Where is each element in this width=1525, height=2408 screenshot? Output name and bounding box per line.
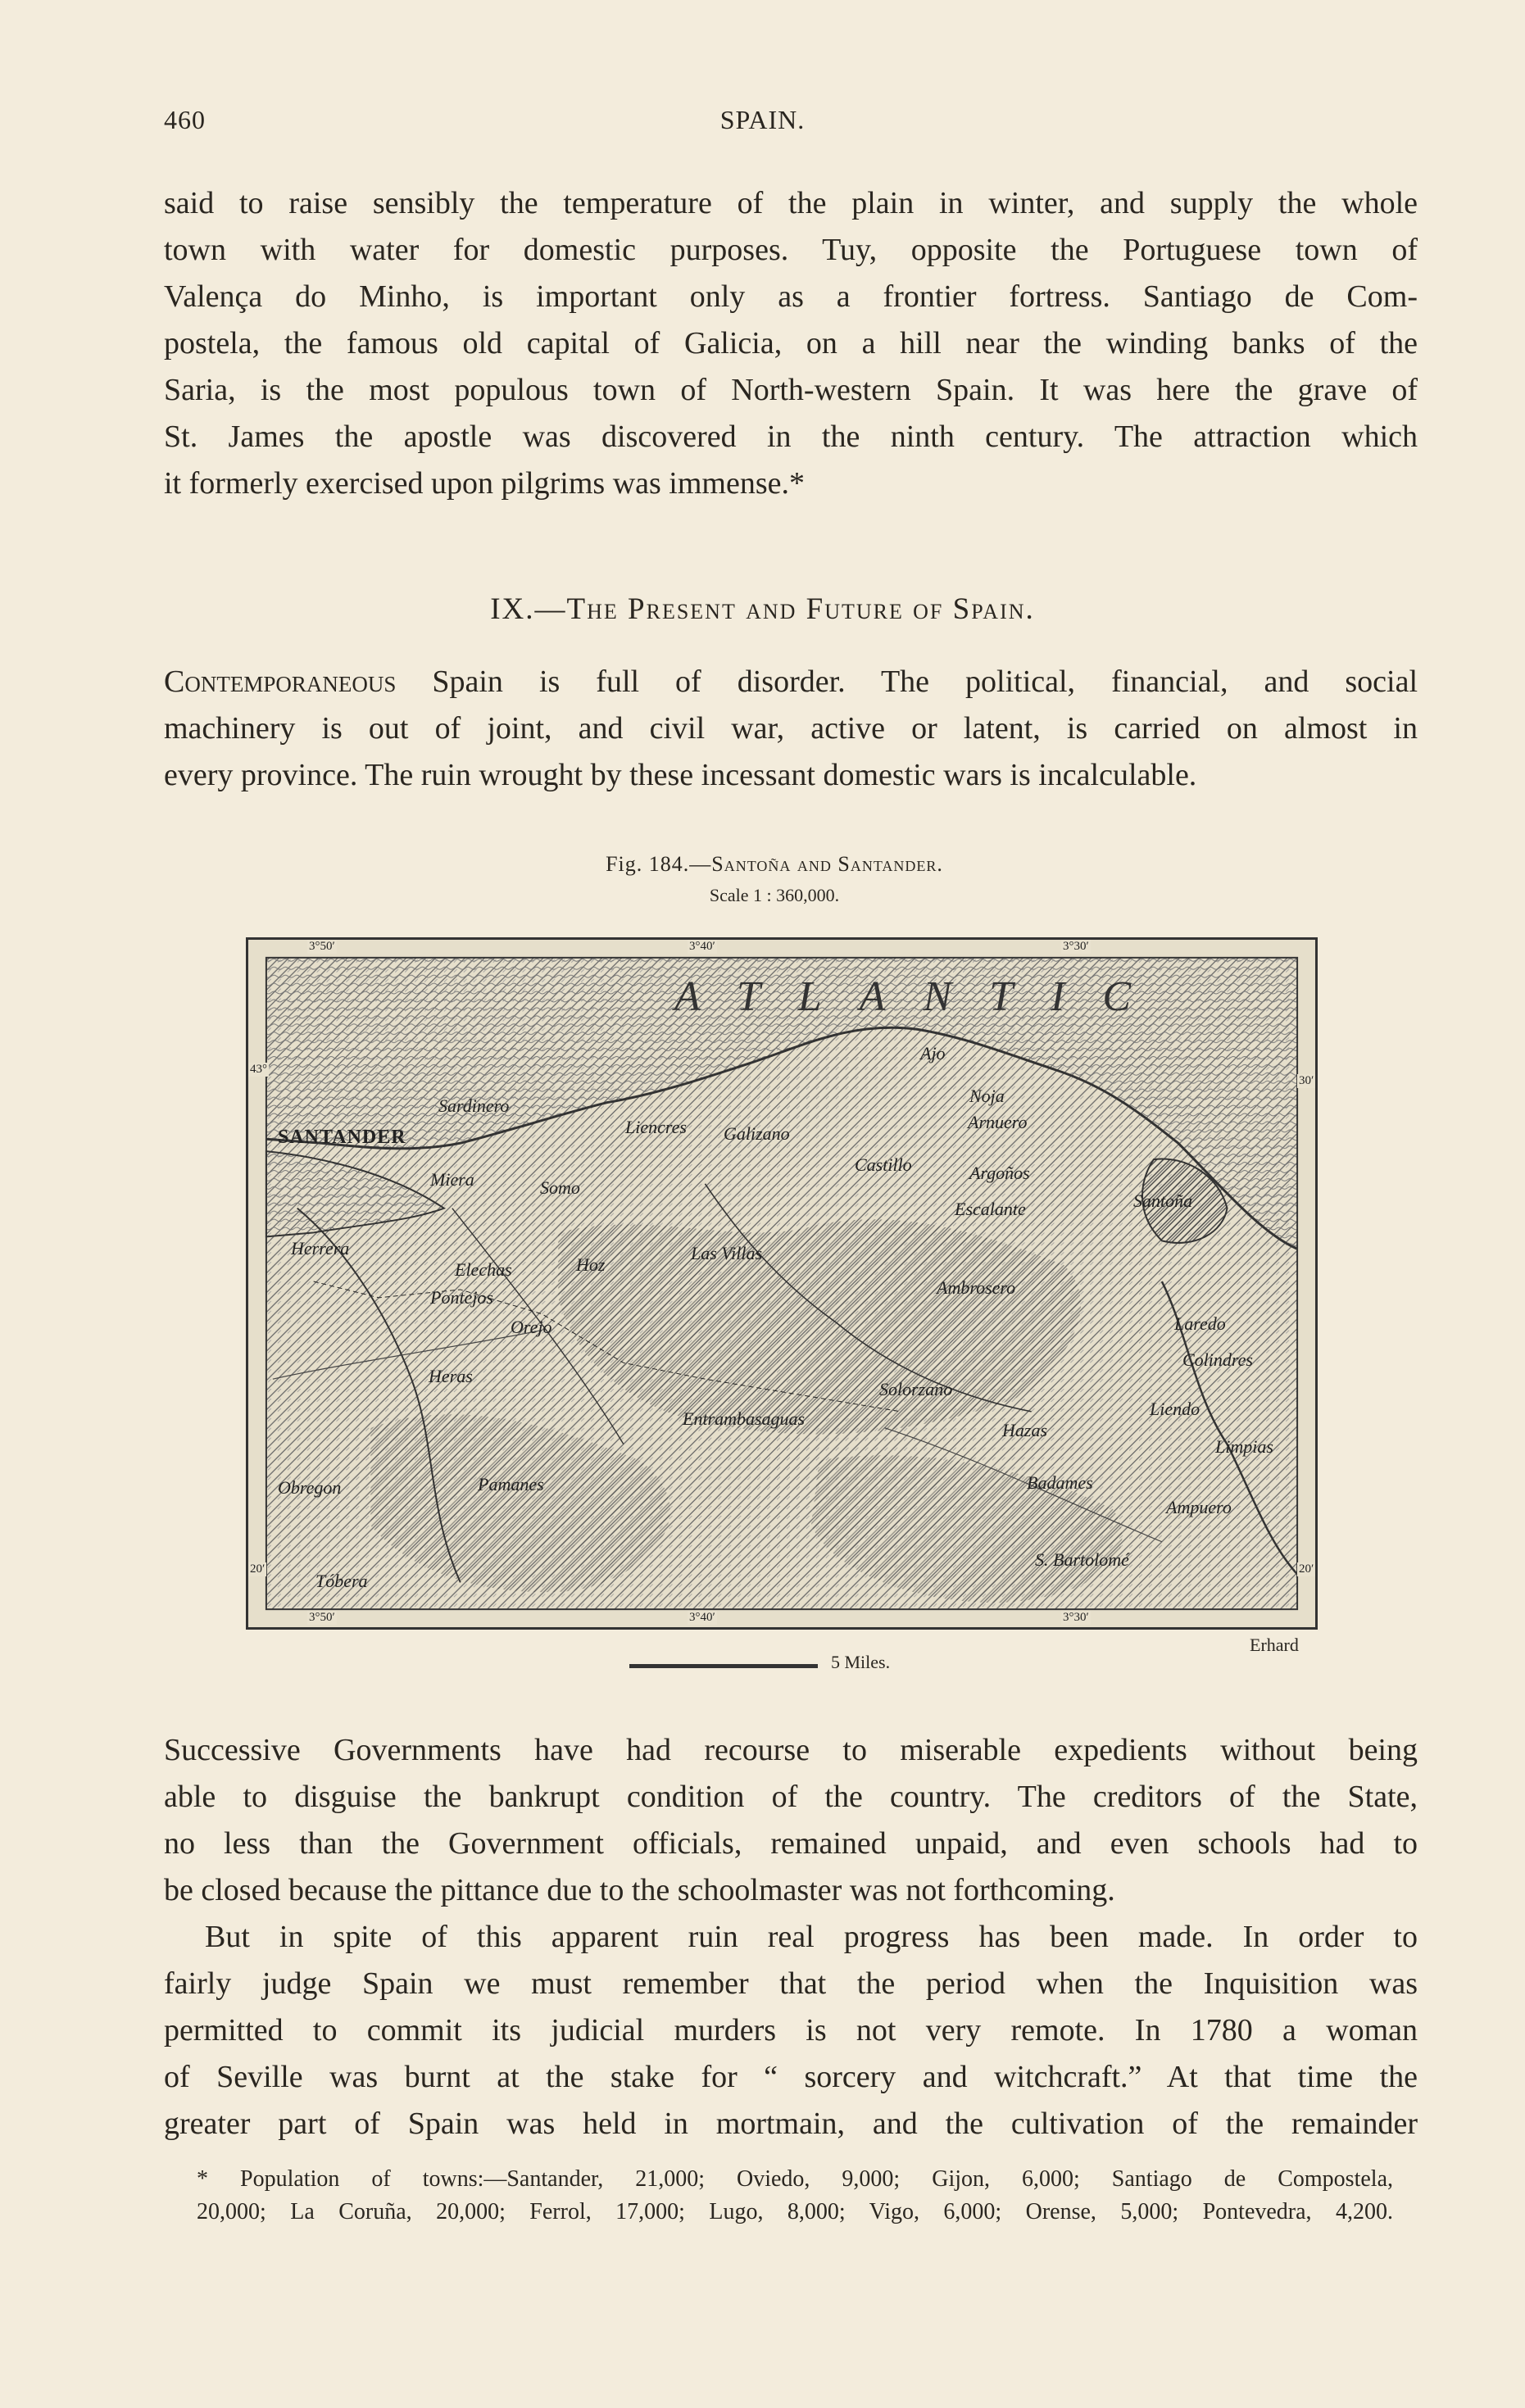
- place-label: Colindres: [1182, 1349, 1253, 1370]
- text-line: every province. The ruin wrought by these incessant domestic wars is incalculable.: [164, 758, 1197, 792]
- place-label: Ambrosero: [937, 1277, 1016, 1298]
- lead-word: Contemporaneous: [164, 664, 397, 699]
- place-label: Limpias: [1215, 1436, 1273, 1457]
- place-label: Hazas: [1002, 1420, 1048, 1440]
- longitude-label: 3°30′: [1063, 1611, 1089, 1624]
- place-label: S. Bartolomé: [1035, 1549, 1129, 1570]
- text-line: town with water for domestic purposes. Tuy, opposite the Portuguese town of: [164, 233, 1418, 267]
- longitude-label: 3°40′: [689, 940, 715, 953]
- place-label: Miera: [430, 1169, 474, 1190]
- text-line: postela, the famous old capital of Galicia, on a hill near the winding banks of the: [164, 326, 1418, 361]
- longitude-label: 3°40′: [689, 1611, 715, 1624]
- running-title: SPAIN.: [719, 105, 806, 134]
- section-title: The Present and Future of Spain.: [566, 592, 1035, 626]
- text-line: machinery is out of joint, and civil war, active or latent, is carried on almost in: [164, 711, 1418, 746]
- latitude-label: 30′: [1299, 1074, 1314, 1087]
- longitude-label: 3°50′: [309, 1611, 335, 1624]
- text-line: [164, 659, 1418, 705]
- section-paragraph: [164, 659, 1418, 799]
- place-label: Noja: [969, 1086, 1005, 1106]
- figure-label: Fig. 184.—: [606, 852, 712, 876]
- text-line: fairly judge Spain we must remember that the period when the Inquisition was: [164, 1966, 1418, 2001]
- place-santander: SANTANDER: [278, 1127, 406, 1148]
- scale-bar-label: 5 Miles.: [831, 1652, 891, 1672]
- body-paragraph: [164, 1727, 1418, 1914]
- place-label: Tóbera: [315, 1571, 368, 1591]
- latitude-label: 20′: [1299, 1562, 1314, 1576]
- longitude-label: 3°50′: [309, 940, 335, 953]
- text-line: be closed because the pittance due to the schoolmaster was not forthcoming.: [164, 1873, 1115, 1907]
- sea-label: ATLANTIC: [674, 973, 1169, 1020]
- text-line: Saria, is the most populous town of North-western Spain. It was here the grave of: [164, 373, 1418, 407]
- footnote-line: * Population of towns:—Santander, 21,000; Oviedo, 9,000; Gijon, 6,000; Santiago de Compostela,: [197, 2166, 1393, 2192]
- place-label: Badames: [1027, 1472, 1093, 1493]
- place-label: Castillo: [855, 1154, 912, 1175]
- latitude-label: 43°: [250, 1063, 267, 1076]
- section-heading: [0, 592, 1525, 627]
- figure-scale: Scale 1 : 360,000.: [709, 885, 840, 905]
- place-label: Entrambasaguas: [683, 1408, 806, 1429]
- text-line: But in spite of this apparent ruin real progress has been made. In order to: [205, 1920, 1418, 1954]
- place-label: Obregon: [278, 1477, 342, 1498]
- text-line: it formerly exercised upon pilgrims was immense.*: [164, 466, 805, 501]
- section-numeral: IX.—: [490, 592, 567, 626]
- text-line: greater part of Spain was held in mortmain, and the cultivation of the remainder: [164, 2106, 1418, 2141]
- footnote: [197, 2163, 1393, 2229]
- text-line: permitted to commit its judicial murders is not very remote. In 1780 a woman: [164, 2013, 1418, 2047]
- page-number: 460: [164, 105, 206, 134]
- place-label: Santoña: [1133, 1190, 1193, 1211]
- place-label: Ampuero: [1166, 1497, 1232, 1517]
- text-line: able to disguise the bankrupt condition of the country. The creditors of the State,: [164, 1780, 1418, 1814]
- text-line: of Seville was burnt at the stake for “ sorcery and witchcraft.” At that time the: [164, 2060, 1418, 2094]
- place-label: Liencres: [625, 1117, 687, 1137]
- top-paragraph: [164, 180, 1418, 507]
- scale-bar: [629, 1664, 818, 1668]
- place-label: Solorzano: [879, 1379, 953, 1399]
- running-head: [164, 105, 1361, 146]
- latitude-label: 20′: [250, 1562, 266, 1576]
- footnote-line: 20,000; La Coruña, 20,000; Ferrol, 17,000; Lugo, 8,000; Vigo, 6,000; Orense, 5,000; Pontevedra, 4,200.: [197, 2199, 1393, 2224]
- place-label: Pamanes: [478, 1474, 544, 1494]
- figure-title: Santoña and Santander.: [711, 852, 943, 876]
- text-line: Valença do Minho, is important only as a frontier fortress. Santiago de Com-: [164, 279, 1418, 314]
- place-label: Argoños: [969, 1163, 1030, 1183]
- place-label: Hoz: [576, 1254, 606, 1275]
- first-line-rest: Spain is full of disorder. The political, financial, and social: [396, 664, 1418, 699]
- place-label: Galizano: [724, 1123, 790, 1144]
- text-line: said to raise sensibly the temperature of the plain in winter, and supply the whole: [164, 186, 1418, 220]
- place-label: Herrera: [291, 1238, 350, 1258]
- map-figure: [246, 937, 1318, 1630]
- place-label: Laredo: [1174, 1313, 1226, 1334]
- text-line: Successive Governments have had recourse to miserable expedients without being: [164, 1733, 1418, 1767]
- place-label: Liendo: [1150, 1399, 1200, 1419]
- text-line: St. James the apostle was discovered in the ninth century. The attraction which: [164, 419, 1418, 454]
- figure-caption: [0, 852, 1525, 877]
- place-label: Orejo: [511, 1317, 552, 1337]
- place-label: Arnuero: [968, 1112, 1028, 1132]
- longitude-label: 3°30′: [1063, 940, 1089, 953]
- body-paragraph: [164, 1914, 1418, 2147]
- place-label: Heras: [429, 1366, 473, 1386]
- place-label: Las Villas: [691, 1243, 763, 1263]
- place-label: Pontejos: [430, 1287, 493, 1308]
- place-label: Somo: [540, 1177, 580, 1198]
- place-label: Sardinero: [438, 1095, 510, 1116]
- map-engraving: [248, 940, 1315, 1627]
- text-line: no less than the Government officials, remained unpaid, and even schools had to: [164, 1826, 1418, 1861]
- place-label: Ajo: [920, 1043, 946, 1063]
- engraver-credit: Erhard: [1250, 1635, 1299, 1655]
- place-label: Escalante: [955, 1199, 1026, 1219]
- place-label: Elechas: [455, 1259, 512, 1280]
